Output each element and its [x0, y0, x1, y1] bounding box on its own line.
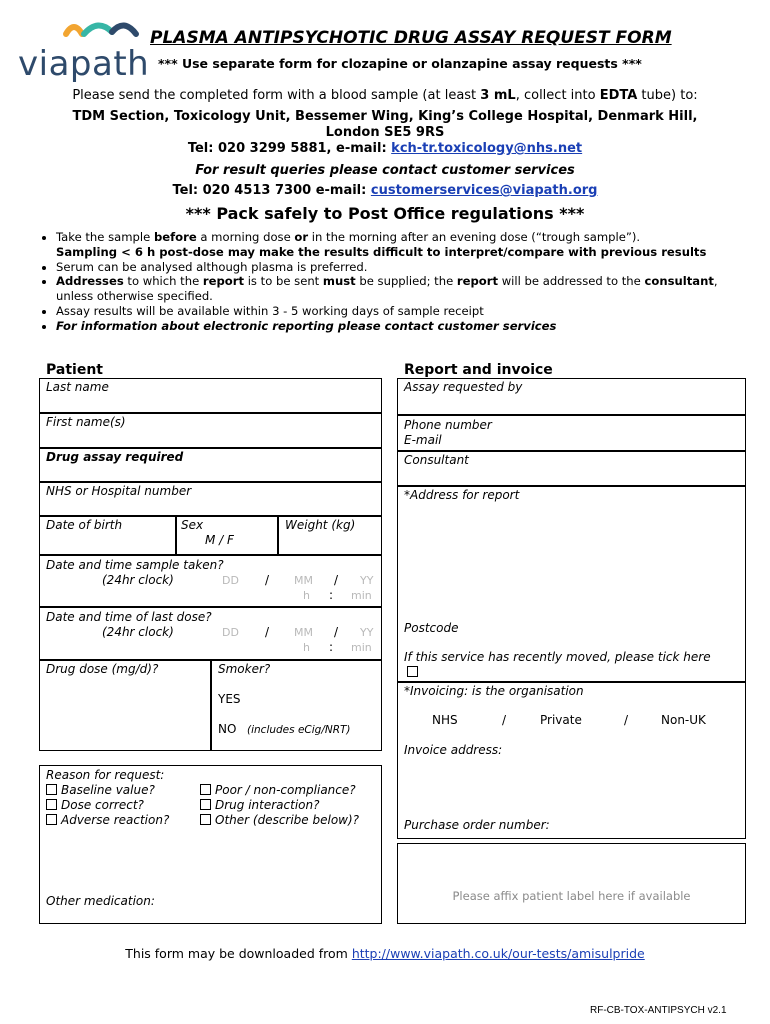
- customer-services-email-link[interactable]: customerservices@viapath.org: [370, 183, 598, 198]
- drug-dose-label: Drug dose (mg/d)?: [46, 662, 159, 676]
- smoker-label: Smoker?: [218, 662, 271, 676]
- checkbox-icon[interactable]: [46, 799, 57, 810]
- dd-placeholder: DD: [222, 626, 239, 639]
- consultant-field[interactable]: [397, 450, 746, 487]
- report-heading: Report and invoice: [404, 362, 553, 378]
- mm-placeholder: MM: [294, 626, 313, 639]
- reason-other[interactable]: Other (describe below)?: [200, 813, 359, 828]
- report-address-field[interactable]: [397, 485, 746, 683]
- hour-placeholder: h: [303, 641, 310, 654]
- invoice-nonuk-option[interactable]: Non-UK: [661, 713, 706, 727]
- moved-note: If this service has recently moved, please tick here: [404, 650, 724, 680]
- reason-interaction[interactable]: Drug interaction?: [200, 798, 359, 813]
- invoicing-field[interactable]: [397, 681, 746, 839]
- list-item: • Serum can be analysed although plasma is preferred.: [56, 260, 756, 275]
- yy-placeholder: YY: [360, 574, 374, 587]
- last-dose-label: Date and time of last dose?: [46, 610, 212, 624]
- other-medication-label: Other medication:: [46, 894, 155, 908]
- checkbox-icon[interactable]: [46, 814, 57, 825]
- invoice-private-option[interactable]: Private: [540, 713, 582, 727]
- invoice-address-label: Invoice address:: [404, 743, 503, 757]
- smoker-field[interactable]: [210, 659, 382, 751]
- reason-adverse[interactable]: Adverse reaction?: [46, 813, 169, 828]
- last-dose-field[interactable]: [39, 606, 382, 661]
- checkbox-icon[interactable]: [200, 784, 211, 795]
- download-link[interactable]: http://www.viapath.co.uk/our-tests/amisulpride: [351, 946, 645, 961]
- weight-label: Weight (kg): [285, 518, 356, 532]
- sex-field[interactable]: [175, 515, 279, 556]
- clock-note: (24hr clock): [102, 573, 174, 587]
- nhs-number-label: NHS or Hospital number: [46, 484, 192, 498]
- sex-label: Sex: [181, 518, 204, 532]
- form-reference: RF-CB-TOX-ANTIPSYCH v2.1: [590, 1005, 727, 1016]
- list-item: • For information about electronic reporting please contact customer services: [56, 319, 756, 334]
- assay-requested-field[interactable]: [397, 378, 746, 416]
- list-item: • Assay results will be available within 3 - 5 working days of sample receipt: [56, 304, 756, 319]
- sample-taken-label: Date and time sample taken?: [46, 558, 224, 572]
- clock-note: (24hr clock): [102, 625, 174, 639]
- dob-field[interactable]: [39, 515, 177, 556]
- minute-placeholder: min: [351, 589, 372, 602]
- report-address-label: *Address for report: [404, 488, 520, 502]
- drug-assay-label: Drug assay required: [46, 450, 184, 464]
- result-queries-note: For result queries please contact customer services: [195, 163, 575, 178]
- sex-options[interactable]: M / F: [205, 533, 234, 547]
- logo-text: viapath: [18, 44, 150, 84]
- list-item: • Take the sample before a morning dose or in the morning after an evening dose (“trough sample”). Sampling < 6 h post-dose may make the results difficult to interpret/compare with previous results: [56, 230, 756, 260]
- form-title: PLASMA ANTIPSYCHOTIC DRUG ASSAY REQUEST FORM: [150, 28, 672, 48]
- nhs-number-field[interactable]: [39, 481, 382, 517]
- smoker-no-option[interactable]: NO: [218, 722, 237, 736]
- address-line-1: TDM Section, Toxicology Unit, Bessemer Wing, King’s College Hospital, Denmark Hill,: [72, 109, 698, 124]
- form-subtitle: *** Use separate form for clozapine or olanzapine assay requests ***: [158, 56, 642, 71]
- separator: /: [265, 573, 270, 587]
- customer-services-contact: Tel: 020 4513 7300 e-mail: customerservices@viapath.org: [172, 183, 598, 198]
- phone-email-field[interactable]: [397, 414, 746, 452]
- toxicology-email-link[interactable]: kch-tr.toxicology@nhs.net: [391, 141, 583, 156]
- last-name-field[interactable]: [39, 378, 382, 414]
- drug-assay-field[interactable]: [39, 447, 382, 483]
- checkbox-icon[interactable]: [46, 784, 57, 795]
- mm-placeholder: MM: [294, 574, 313, 587]
- yy-placeholder: YY: [360, 626, 374, 639]
- separator: /: [334, 573, 339, 587]
- reason-label: Reason for request:: [46, 768, 165, 782]
- address-line-2: London SE5 9RS: [325, 125, 445, 140]
- separator: :: [329, 640, 334, 654]
- drug-dose-field[interactable]: [39, 659, 212, 751]
- smoker-yes-option[interactable]: YES: [218, 692, 241, 706]
- separator: :: [329, 588, 334, 602]
- download-note: This form may be downloaded from http://www.viapath.co.uk/our-tests/amisulpride: [125, 946, 645, 961]
- invoice-nhs-option[interactable]: NHS: [432, 713, 458, 727]
- separator: /: [502, 713, 507, 727]
- separator: /: [265, 625, 270, 639]
- instructions-list: [36, 230, 756, 334]
- separator: /: [334, 625, 339, 639]
- reasons-left: [46, 783, 169, 828]
- list-item: • Addresses to which the report is to be sent must be supplied; the report will be addressed to the consultant, unless otherwise specified.: [56, 274, 756, 304]
- last-name-label: Last name: [46, 380, 109, 394]
- patient-label-area[interactable]: [397, 843, 746, 924]
- postcode-label: Postcode: [404, 621, 459, 635]
- reason-noncompliance[interactable]: Poor / non-compliance?: [200, 783, 359, 798]
- consultant-label: Consultant: [404, 453, 469, 467]
- moved-checkbox[interactable]: [407, 666, 418, 677]
- patient-heading: Patient: [46, 362, 103, 378]
- hour-placeholder: h: [303, 589, 310, 602]
- first-names-label: First name(s): [46, 415, 126, 429]
- reason-dose-correct[interactable]: Dose correct?: [46, 798, 169, 813]
- separator: /: [624, 713, 629, 727]
- send-instructions: Please send the completed form with a blood sample (at least 3 mL, collect into EDTA tube) to:: [72, 88, 698, 103]
- toxicology-contact: Tel: 020 3299 5881, e-mail: kch-tr.toxicology@nhs.net: [187, 141, 583, 156]
- weight-field[interactable]: [277, 515, 382, 556]
- pack-safely-notice: *** Pack safely to Post Office regulations ***: [185, 204, 585, 223]
- dd-placeholder: DD: [222, 574, 239, 587]
- po-number-label: Purchase order number:: [404, 818, 550, 832]
- email-label: E-mail: [404, 433, 442, 447]
- assay-requested-label: Assay requested by: [404, 380, 523, 394]
- reasons-right: [200, 783, 359, 828]
- checkbox-icon[interactable]: [200, 799, 211, 810]
- first-names-field[interactable]: [39, 412, 382, 449]
- phone-label: Phone number: [404, 418, 492, 432]
- sample-taken-field[interactable]: [39, 554, 382, 608]
- reason-baseline[interactable]: Baseline value?: [46, 783, 169, 798]
- patient-label-note: Please affix patient label here if available: [452, 889, 691, 903]
- minute-placeholder: min: [351, 641, 372, 654]
- invoicing-label: *Invoicing: is the organisation: [404, 684, 584, 698]
- checkbox-icon[interactable]: [200, 814, 211, 825]
- reason-field[interactable]: [39, 765, 382, 924]
- smoker-no-note: (includes eCig/NRT): [247, 724, 351, 736]
- dob-label: Date of birth: [46, 518, 123, 532]
